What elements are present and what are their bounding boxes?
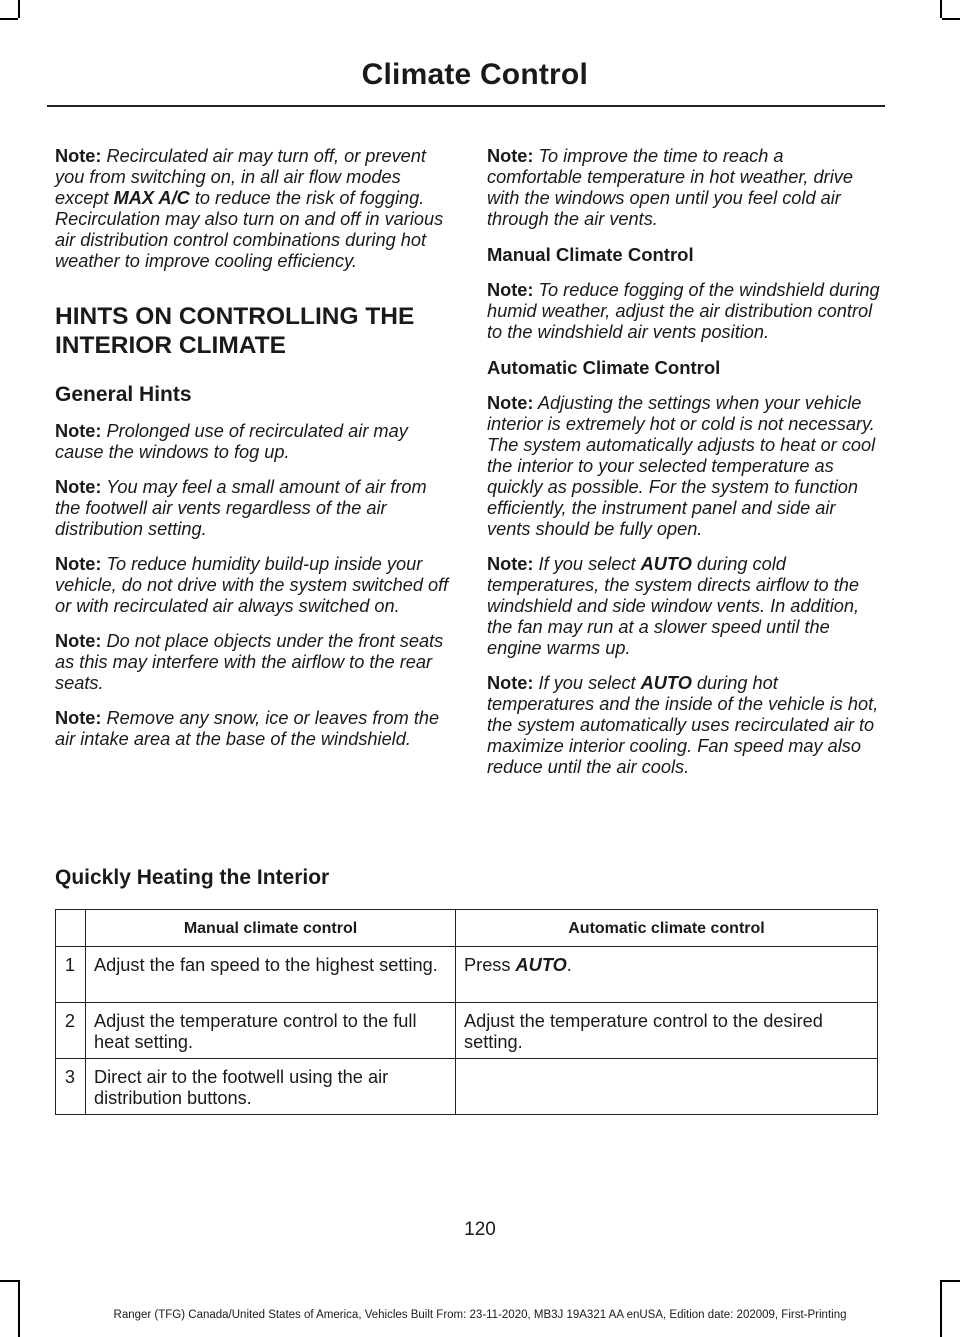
table-header-automatic: Automatic climate control (456, 910, 878, 947)
manual-step: Direct air to the footwell using the air distribution buttons. (86, 1059, 456, 1115)
note-humidity: Note: To reduce humidity build-up inside your vehicle, do not drive with the system switched off or with recirculated air always switched on. (55, 554, 449, 616)
crop-mark-bottom-right-h (942, 1280, 960, 1282)
crop-mark-top-left-h (0, 18, 18, 20)
automatic-step: Adjust the temperature control to the desired setting. (456, 1003, 878, 1059)
automatic-step (456, 1059, 878, 1115)
subheading-manual-climate: Manual Climate Control (487, 244, 694, 265)
row-number: 3 (56, 1059, 86, 1115)
table-row (56, 1059, 878, 1115)
heating-table (55, 909, 878, 1115)
manual-step: Adjust the fan speed to the highest setting. (86, 947, 456, 1003)
footer-edition-info: Ranger (TFG) Canada/United States of America, Vehicles Built From: 23-11-2020, MB3J 19A321 AA enUSA, Edition date: 202009, First-Printing (113, 1309, 847, 1321)
note-manual-fogging: Note: To reduce fogging of the windshield during humid weather, adjust the air distribution control to the windshield air vents position. (487, 280, 880, 342)
section-heading-hints: HINTS ON CONTROLLING THE INTERIOR CLIMATE (55, 303, 415, 359)
crop-mark-bottom-left-h (0, 1280, 18, 1282)
right-column (487, 146, 881, 792)
note-objects: Note: Do not place objects under the front seats as this may interfere with the airflow to the rear seats. (55, 631, 444, 693)
note-auto-hot: Note: If you select AUTO during hot temperatures and the inside of the vehicle is hot, the system automatically uses recirculated air to maximize interior cooling. Fan speed may also reduce until the air cools. (487, 673, 879, 777)
row-number: 2 (56, 1003, 86, 1059)
note-improve-time: Note: To improve the time to reach a comfortable temperature in hot weather, drive with the windows open until you feel cold air through the air vents. (487, 146, 853, 229)
heading-quickly-heating: Quickly Heating the Interior (55, 866, 330, 889)
automatic-step: Press AUTO. (456, 947, 878, 1003)
manual-step: Adjust the temperature control to the full heat setting. (86, 1003, 456, 1059)
row-number: 1 (56, 947, 86, 1003)
left-column (55, 146, 449, 764)
crop-mark-top-left (18, 0, 20, 18)
crop-mark-top-right (940, 0, 942, 18)
table-header-row (56, 910, 878, 947)
table-header-blank (56, 910, 86, 947)
table-row (56, 1003, 878, 1059)
crop-mark-top-right-h (942, 18, 960, 20)
note-auto-cold: Note: If you select AUTO during cold temperatures, the system directs airflow to the windshield and side window vents. In addition, the fan may run at a slower speed until the engine warms up. (487, 554, 860, 658)
subheading-general-hints: General Hints (55, 383, 192, 406)
page-number: 120 (464, 1219, 496, 1240)
note-fog: Note: Prolonged use of recirculated air may cause the windows to fog up. (55, 421, 408, 462)
title-rule (47, 105, 885, 107)
note-auto-settings: Note: Adjusting the settings when your vehicle interior is extremely hot or cold is not necessary. The system automatically adjusts to heat or cool the interior to your selected temperature as quickly as possible. For the system to function efficiently, the instrument panel and side air vents should be fully open. (487, 393, 876, 539)
table-row (56, 947, 878, 1003)
page-title: Climate Control (361, 58, 588, 91)
table-header-manual: Manual climate control (86, 910, 456, 947)
subheading-automatic-climate: Automatic Climate Control (487, 357, 721, 378)
note-recirculated-air: Note: Recirculated air may turn off, or prevent you from switching on, in all air flow modes except MAX A/C to reduce the risk of fogging. Recirculation may also turn on and off in various air distribution control combinations during hot weather to improve cooling efficiency. (55, 146, 444, 271)
note-air-intake: Note: Remove any snow, ice or leaves from the air intake area at the base of the windshield. (55, 708, 440, 749)
note-footwell: Note: You may feel a small amount of air from the footwell air vents regardless of the air distribution setting. (55, 477, 427, 539)
